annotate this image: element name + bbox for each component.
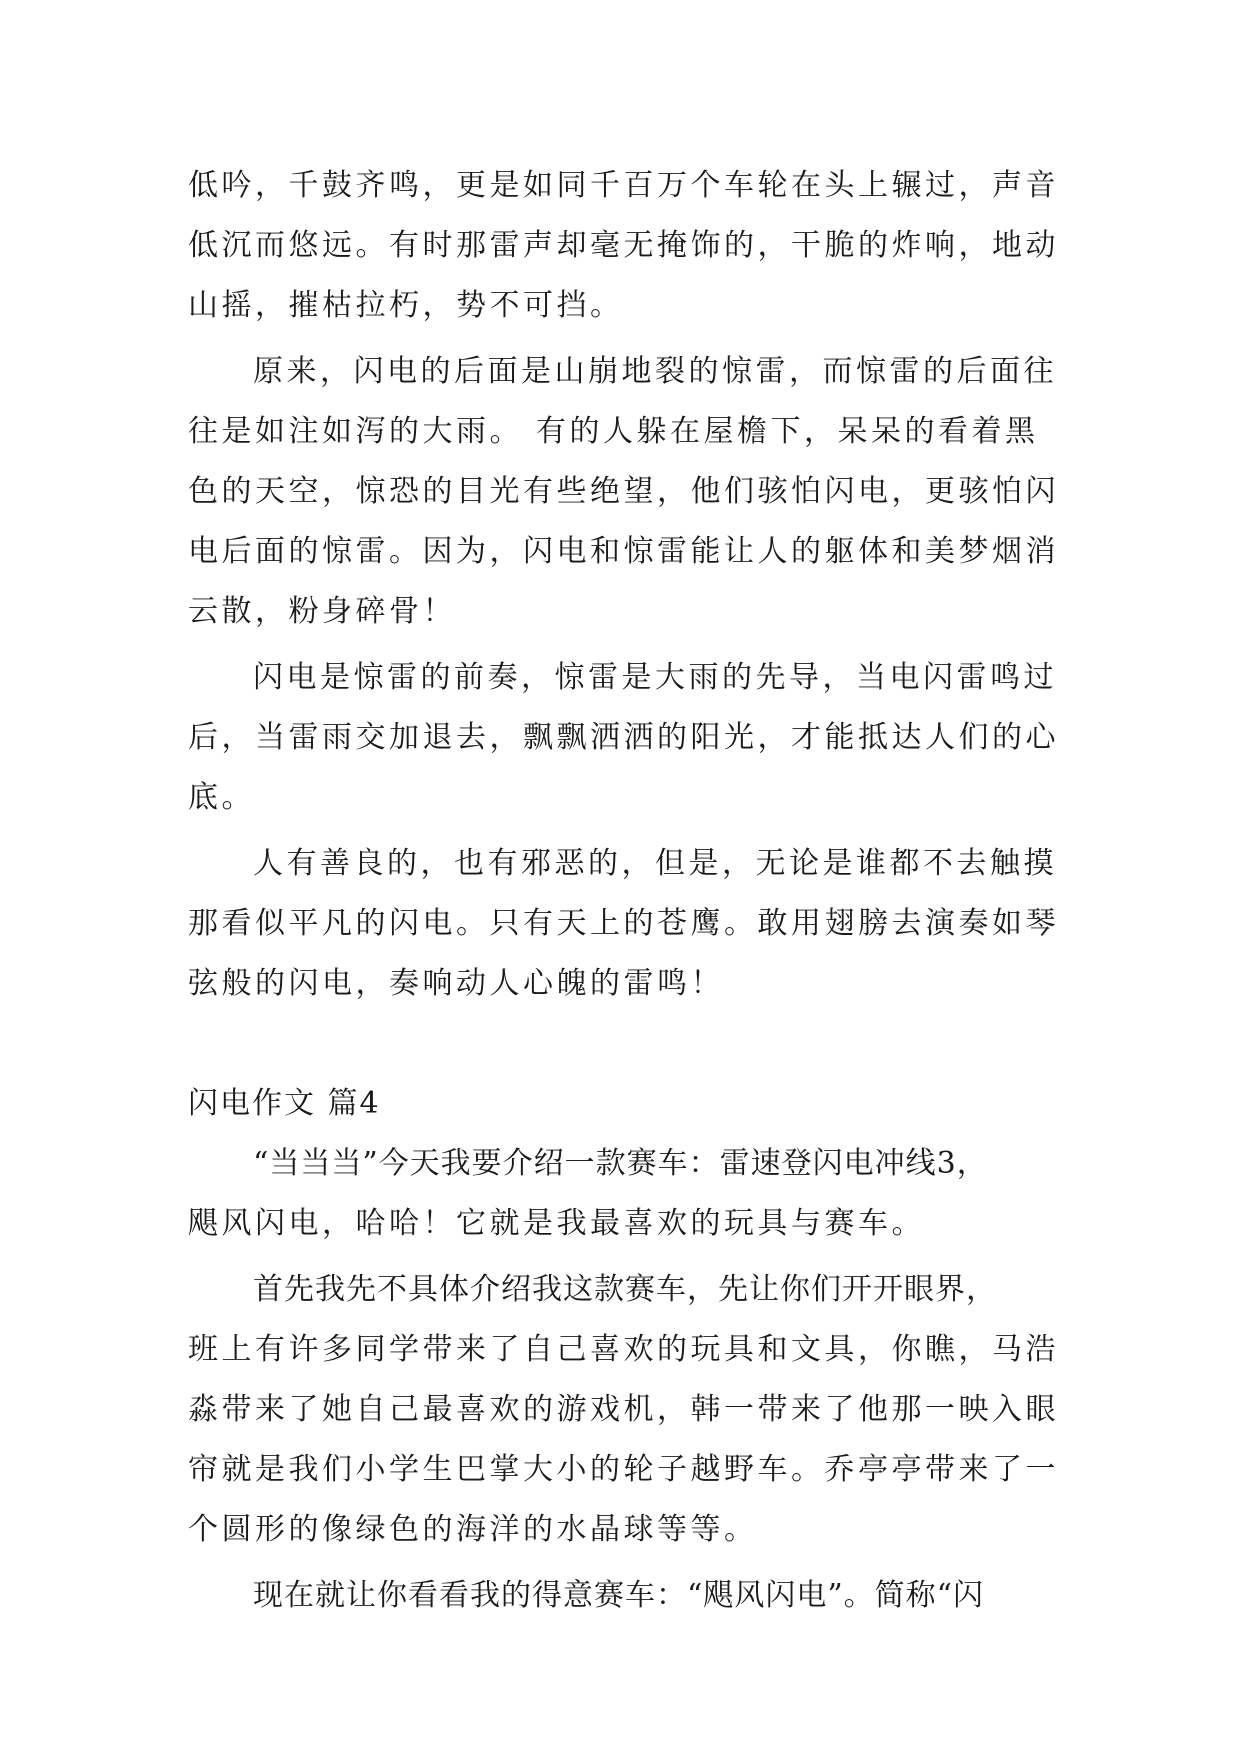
paragraph — [188, 1134, 1068, 1254]
paragraph — [188, 648, 1068, 828]
text-line: 飓风闪电，哈哈！它就是我最喜欢的玩具与赛车。 — [188, 1206, 925, 1241]
text-line: 原来，闪电的后面是山崩地裂的惊雷，而惊雷的后面往 — [253, 354, 1057, 389]
text-line: 闪电是惊雷的前奏，惊雷是大雨的先导，当电闪雷鸣过 — [253, 660, 1057, 695]
text-line: 往是如注如泻的大雨。 有的人躲在屋檐下，呆呆的看着黑 — [188, 414, 1039, 449]
text-line: 云散，粉身碎骨！ — [188, 594, 456, 629]
text-line: 现在就让你看看我的得意赛车：“飓风闪电”。简称“闪 — [253, 1578, 985, 1613]
paragraph — [188, 342, 1068, 642]
paragraph — [188, 156, 1068, 336]
document-page — [188, 156, 1068, 1626]
text-line: 首先我先不具体介绍我这款赛车，先让你们开开眼界， — [253, 1272, 997, 1307]
text-line: “当当当”今天我要介绍一款赛车：雷速登闪电冲线3， — [253, 1146, 988, 1181]
paragraph — [188, 1566, 1068, 1626]
text-line: 那看似平凡的闪电。只有天上的苍鹰。敢用翅膀去演奏如琴 — [188, 906, 1059, 941]
text-line: 山摇，摧枯拉朽，势不可挡。 — [188, 288, 624, 323]
text-line: 低吟，千鼓齐鸣，更是如同千百万个车轮在头上辗过，声音 — [188, 168, 1059, 203]
paragraph — [188, 1260, 1068, 1560]
text-line: 色的天空，惊恐的目光有些绝望，他们骇怕闪电，更骇怕闪 — [188, 474, 1059, 509]
text-line: 底。 — [188, 780, 255, 815]
text-line: 弦般的闪电，奏响动人心魄的雷鸣！ — [188, 966, 724, 1001]
text-line: 后，当雷雨交加退去，飘飘洒洒的阳光，才能抵达人们的心 — [188, 720, 1059, 755]
text-line: 低沉而悠远。有时那雷声却毫无掩饰的，干脆的炸响，地动 — [188, 228, 1059, 263]
text-line: 电后面的惊雷。因为，闪电和惊雷能让人的躯体和美梦烟消 — [188, 534, 1059, 569]
text-line: 淼带来了她自己最喜欢的游戏机，韩一带来了他那一映入眼 — [188, 1392, 1059, 1427]
section-title: 闪电作文 篇4 — [188, 1086, 381, 1121]
text-line: 班上有许多同学带来了自己喜欢的玩具和文具，你瞧，马浩 — [188, 1332, 1059, 1367]
text-line: 人有善良的，也有邪恶的，但是，无论是谁都不去触摸 — [253, 846, 1057, 881]
paragraph — [188, 834, 1068, 1014]
text-line: 帘就是我们小学生巴掌大小的轮子越野车。乔亭亭带来了一 — [188, 1452, 1059, 1487]
text-line: 个圆形的像绿色的海洋的水晶球等等。 — [188, 1512, 758, 1547]
